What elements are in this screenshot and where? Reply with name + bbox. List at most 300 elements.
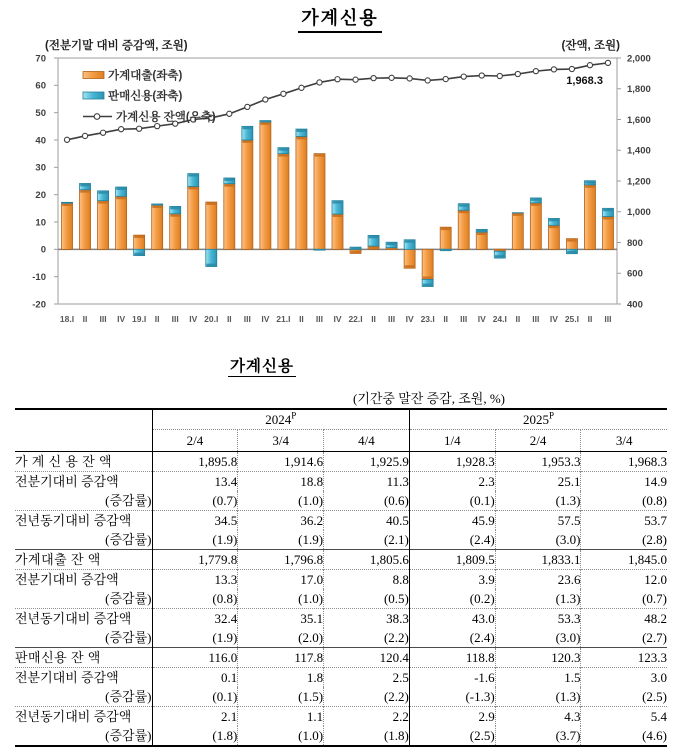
bar-household-loans	[170, 214, 181, 250]
bar-sales-credit-cap	[441, 249, 451, 250]
x-axis-label: II	[587, 314, 593, 324]
right-axis-label: 1,000	[627, 207, 651, 219]
balance-marker	[389, 75, 394, 80]
table-cell: 1,779.8	[152, 550, 238, 570]
table-cell: (2.5)	[581, 687, 667, 707]
balance-marker	[569, 66, 574, 71]
table-cell: 118.8	[409, 648, 495, 668]
table-cell: 53.7	[581, 511, 667, 531]
table-row	[15, 628, 667, 648]
bar-household-loans-cap	[243, 141, 253, 143]
table-cell: 35.1	[238, 609, 324, 629]
x-axis-label: IV	[477, 314, 486, 324]
bar-sales-credit-cap	[369, 236, 379, 238]
right-axis-label: 400	[627, 299, 643, 311]
table-cell: (0.7)	[581, 589, 667, 609]
x-axis-label: III	[243, 314, 251, 324]
row-label: 전분기대비 증감액	[15, 472, 152, 492]
bar-sales-credit-cap	[170, 207, 180, 209]
bar-sales-credit-cap	[549, 219, 559, 221]
bar-sales-credit-cap	[206, 264, 216, 266]
table-cell: 117.8	[238, 648, 324, 668]
bar-household-loans-cap	[567, 239, 577, 241]
table-cell: (0.8)	[152, 589, 238, 609]
table-cell: 123.3	[581, 648, 667, 668]
table-cell: (2.2)	[324, 687, 410, 707]
table-cell: 4.3	[495, 707, 581, 727]
table-cell: (2.5)	[409, 726, 495, 746]
bar-sales-credit-cap	[243, 127, 253, 129]
provisional-superscript: P	[548, 410, 554, 421]
table-cell: (3.0)	[495, 530, 581, 550]
bar-household-loans	[512, 213, 523, 249]
bar-household-loans-cap	[549, 226, 559, 228]
balance-marker	[100, 130, 105, 135]
row-label: 전분기대비 증감액	[15, 570, 152, 590]
table-cell: 1,805.6	[324, 550, 410, 570]
table-cell: (2.0)	[238, 628, 324, 648]
bar-household-loans	[584, 185, 595, 250]
table-cell: 32.4	[152, 609, 238, 629]
table-cell: (2.4)	[409, 628, 495, 648]
row-label: 가 계 신 용 잔 액	[15, 454, 113, 469]
quarter-header: 3/4	[581, 430, 667, 452]
balance-marker	[533, 69, 538, 74]
bar-household-loans	[188, 186, 199, 249]
table-cell: 45.9	[409, 511, 495, 531]
bar-household-loans-cap	[116, 197, 126, 199]
bar-sales-credit-cap	[297, 130, 307, 132]
bar-household-loans	[224, 184, 235, 250]
table-cell: (0.1)	[409, 491, 495, 511]
bar-household-loans-cap	[206, 203, 216, 205]
table-cell: 2.5	[324, 668, 410, 688]
bar-household-loans	[98, 201, 109, 250]
legend-item-loans	[83, 68, 182, 82]
bar-sales-credit-cap	[387, 243, 397, 245]
balance-marker	[587, 63, 592, 68]
table-cell: (4.6)	[581, 726, 667, 746]
table-cell: (1.0)	[238, 726, 324, 746]
bar-household-loans	[422, 249, 433, 279]
right-axis-label: 800	[627, 237, 643, 249]
x-axis-label: II	[154, 314, 160, 324]
table-cell: 14.9	[581, 472, 667, 492]
table-cell: 3.0	[581, 668, 667, 688]
table-cell: (1.8)	[324, 726, 410, 746]
table-title-text: 가계신용	[228, 354, 296, 377]
table-row	[15, 668, 667, 688]
balance-marker	[461, 74, 466, 79]
balance-marker	[299, 85, 304, 90]
bar-household-loans	[116, 196, 127, 249]
table-cell: 1,914.6	[238, 452, 324, 472]
left-axis-label: 10	[35, 217, 46, 229]
left-axis-label: 40	[35, 135, 46, 147]
table-body	[15, 452, 667, 747]
legend-item-sales-swatch	[83, 92, 104, 99]
bar-sales-credit-cap	[351, 248, 361, 250]
x-axis-label: II	[515, 314, 521, 324]
table-cell: 2.2	[324, 707, 410, 727]
quarter-header: 2/4	[152, 430, 238, 452]
bar-household-loans	[260, 122, 271, 249]
bar-sales-credit-cap	[459, 204, 469, 206]
quarter-header: 4/4	[324, 430, 410, 452]
x-axis-label: 18.I	[59, 314, 75, 324]
bar-sales-credit-cap	[80, 184, 90, 186]
table-cell: (3.0)	[495, 628, 581, 648]
year-group-header: $2024^P$	[152, 409, 409, 430]
balance-marker	[425, 78, 430, 83]
row-label: (증감률)	[105, 493, 152, 508]
right-axis-label: 2,000	[627, 53, 651, 65]
balance-marker	[353, 77, 358, 82]
table-cell: 13.4	[152, 472, 238, 492]
table-cell: 1,925.9	[324, 452, 410, 472]
table-cell: 34.5	[152, 511, 238, 531]
bar-sales-credit-cap	[405, 240, 415, 242]
last-value-label: 1,968.3	[566, 74, 603, 87]
balance-marker	[551, 67, 556, 72]
table-cell: (0.1)	[152, 687, 238, 707]
table-cell: 1.1	[238, 707, 324, 727]
table-cell: 1,968.3	[581, 452, 667, 472]
balance-marker	[155, 124, 160, 129]
table-cell: 2.9	[409, 707, 495, 727]
table-cell: 8.8	[324, 570, 410, 590]
bar-household-loans-cap	[80, 190, 90, 192]
household-credit-chart	[0, 0, 680, 345]
bar-household-loans	[332, 214, 343, 249]
bar-sales-credit-cap	[603, 209, 613, 211]
x-axis-label: IV	[117, 314, 126, 324]
balance-marker	[371, 76, 376, 81]
row-label: (증감률)	[105, 689, 152, 704]
x-axis-label: IV	[261, 314, 270, 324]
bar-household-loans-cap	[315, 154, 325, 156]
table-cell: (0.7)	[152, 491, 238, 511]
left-axis-label: -10	[32, 271, 46, 283]
table-cell: 48.2	[581, 609, 667, 629]
table-cell: (0.5)	[324, 589, 410, 609]
table-cell: (1.3)	[495, 687, 581, 707]
balance-marker	[479, 73, 484, 78]
table-row	[15, 726, 667, 746]
x-axis-label: III	[99, 314, 107, 324]
table-cell: (3.7)	[495, 726, 581, 746]
table-cell: (0.2)	[409, 589, 495, 609]
bar-household-loans	[278, 154, 289, 250]
table-cell: 43.0	[409, 609, 495, 629]
x-axis-label: 25.I	[564, 314, 580, 324]
legend-item-balance-label: 가계신용 잔액(우축)	[116, 111, 216, 124]
table-row	[15, 452, 667, 472]
x-axis-label: IV	[333, 314, 342, 324]
x-axis-label: III	[604, 314, 612, 324]
balance-marker	[443, 76, 448, 81]
bar-household-loans	[206, 202, 217, 249]
bar-household-loans	[458, 210, 469, 249]
balance-marker	[263, 97, 268, 102]
row-label: (증감률)	[105, 728, 152, 743]
bar-household-loans-cap	[441, 228, 451, 230]
bar-sales-credit-cap	[225, 178, 235, 180]
quarter-header: 3/4	[238, 430, 324, 452]
bar-household-loans-cap	[188, 187, 198, 189]
table-row	[15, 589, 667, 609]
table-cell: 17.0	[238, 570, 324, 590]
table-cell: (1.0)	[238, 491, 324, 511]
x-axis-label: III	[388, 314, 396, 324]
table-cell: (1.0)	[238, 589, 324, 609]
x-axis-label: 22.I	[348, 314, 363, 324]
table-cell: 36.2	[238, 511, 324, 531]
bar-sales-credit-cap	[333, 201, 343, 203]
table-cell: (2.4)	[409, 530, 495, 550]
bar-household-loans-cap	[495, 249, 505, 251]
table-cell: 1,928.3	[409, 452, 495, 472]
table-cell: 5.4	[581, 707, 667, 727]
bar-household-loans	[314, 154, 325, 250]
bar-household-loans	[440, 227, 451, 249]
table-row	[15, 707, 667, 727]
bar-household-loans-cap	[423, 277, 433, 279]
left-axis-label: 20	[35, 189, 46, 201]
provisional-superscript: P	[291, 410, 297, 421]
row-label: (증감률)	[105, 532, 152, 547]
row-label: (증감률)	[105, 630, 152, 645]
right-axis-label: 1,800	[627, 84, 651, 96]
table-cell: 1,895.8	[152, 452, 238, 472]
bar-sales-credit-cap	[315, 249, 325, 250]
table-unit-note: (기간중 말잔 증감, 조원, %)	[352, 391, 505, 406]
legend-item-sales	[83, 89, 182, 103]
legend-item-sales-label: 판매신용(좌축)	[108, 90, 183, 103]
table-cell: 3.9	[409, 570, 495, 590]
left-axis-label: 70	[35, 53, 46, 65]
bar-household-loans-cap	[369, 247, 379, 249]
bar-household-loans-cap	[477, 233, 487, 235]
table-cell: 40.5	[324, 511, 410, 531]
bar-household-loans-cap	[585, 185, 595, 187]
table-cell: 1.5	[495, 668, 581, 688]
left-axis-label: 60	[35, 80, 46, 92]
quarter-header: 1/4	[409, 430, 495, 452]
table-cell: 1,809.5	[409, 550, 495, 570]
x-axis-label: II	[443, 314, 449, 324]
table-cell: 1,796.8	[238, 550, 324, 570]
table-cell: (0.6)	[324, 491, 410, 511]
bar-sales-credit-cap	[62, 203, 72, 204]
table-cell: (-1.3)	[409, 687, 495, 707]
table-cell: (2.7)	[581, 628, 667, 648]
row-label: 전년동기대비 증감액	[15, 511, 152, 531]
bar-household-loans-cap	[513, 213, 523, 215]
bar-sales-credit-cap	[279, 148, 289, 150]
table-cell: 53.3	[495, 609, 581, 629]
year-group-header: $2025^P$	[409, 409, 667, 430]
bar-household-loans-cap	[405, 265, 415, 267]
balance-marker	[317, 80, 322, 85]
table-cell: -1.6	[409, 668, 495, 688]
bar-sales-credit-cap	[188, 174, 198, 176]
balance-marker	[137, 126, 142, 131]
legend-item-loans-label: 가계대출(좌축)	[108, 70, 183, 82]
right-axis-label: 1,200	[627, 176, 651, 188]
table-cell: (2.1)	[324, 530, 410, 550]
bar-sales-credit-cap	[495, 255, 505, 257]
x-axis-label: III	[460, 314, 468, 324]
table-cell: (0.8)	[581, 491, 667, 511]
bar-household-loans-cap	[603, 217, 613, 219]
balance-marker	[497, 73, 502, 78]
bar-household-loans-cap	[134, 236, 144, 238]
table-cell: 11.3	[324, 472, 410, 492]
x-axis-label: II	[299, 314, 304, 324]
bar-household-loans-cap	[225, 184, 235, 186]
right-axis-label: 1,600	[627, 114, 651, 126]
bar-household-loans-cap	[387, 248, 397, 250]
x-axis-label: IV	[405, 314, 414, 324]
table-cell: 23.6	[495, 570, 581, 590]
table-row	[15, 550, 667, 570]
bar-household-loans	[62, 203, 73, 249]
bar-household-loans-cap	[333, 215, 343, 217]
balance-marker	[119, 127, 124, 132]
left-axis-label: 50	[35, 107, 46, 119]
chart-legend	[83, 68, 216, 124]
x-axis-label: IV	[189, 314, 198, 324]
x-axis-label: III	[171, 314, 179, 324]
bar-household-loans	[242, 140, 253, 249]
left-axis-caption: (전분기말 대비 증감액, 조원)	[45, 40, 188, 52]
x-axis-label: 21.I	[276, 314, 291, 324]
table-cell: 12.0	[581, 570, 667, 590]
table-cell: 38.3	[324, 609, 410, 629]
balance-marker	[82, 133, 87, 138]
table-row	[15, 491, 667, 511]
row-label: 전년동기대비 증감액	[15, 609, 152, 629]
table-cell: (1.3)	[495, 491, 581, 511]
right-axis-caption: (잔액, 조원)	[561, 40, 620, 52]
row-label: 전년동기대비 증감액	[15, 707, 152, 727]
x-axis-label: II	[82, 314, 88, 324]
balance-marker	[605, 60, 610, 65]
bar-household-loans-cap	[459, 211, 469, 213]
legend-item-balance	[83, 110, 216, 124]
bar-household-loans-cap	[98, 201, 108, 203]
bar-household-loans	[152, 205, 163, 249]
balance-marker	[281, 91, 286, 96]
right-axis-label: 600	[627, 268, 643, 280]
row-label: 판매신용 잔 액	[15, 648, 152, 668]
bar-sales-credit-cap	[98, 191, 108, 193]
x-axis-label: III	[315, 314, 324, 324]
row-label: 전분기대비 증감액	[15, 668, 152, 688]
household-credit-table	[15, 408, 667, 747]
table-cell: 120.3	[495, 648, 581, 668]
bar-sales-credit-cap	[116, 188, 126, 190]
table-cell: 2.3	[409, 472, 495, 492]
quarter-header: 2/4	[495, 430, 581, 452]
x-axis-label: IV	[549, 314, 558, 324]
bar-household-loans	[530, 203, 541, 249]
bar-sales-credit-cap	[152, 204, 162, 205]
balance-marker	[515, 71, 520, 76]
table-cell: (2.2)	[324, 628, 410, 648]
balance-marker	[335, 77, 340, 82]
table-cell: 1,953.3	[495, 452, 581, 472]
table-cell: 120.4	[324, 648, 410, 668]
legend-item-loans-swatch	[83, 72, 104, 79]
table-cell: 18.8	[238, 472, 324, 492]
bar-sales-credit-cap	[585, 181, 595, 183]
table-cell: 1,845.0	[581, 550, 667, 570]
table-row	[15, 609, 667, 629]
x-axis-label: II	[226, 314, 232, 324]
x-axis-label: III	[532, 314, 540, 324]
bar-household-loans-cap	[351, 251, 361, 253]
table-cell: (1.9)	[238, 530, 324, 550]
table-cell: 1.8	[238, 668, 324, 688]
legend-item-balance-marker	[94, 114, 100, 120]
row-label: (증감률)	[105, 591, 152, 606]
balance-marker	[245, 104, 250, 109]
x-axis-label: 23.I	[420, 314, 435, 324]
table-cell: (1.3)	[495, 589, 581, 609]
table-header	[15, 409, 667, 452]
left-axis-label: 30	[35, 162, 46, 174]
x-axis-label: 20.I	[204, 314, 219, 324]
table-cell: (1.9)	[152, 628, 238, 648]
table-title	[0, 354, 524, 377]
balance-marker	[227, 111, 232, 116]
table-corner-cell	[15, 409, 152, 452]
table-cell: (1.9)	[152, 530, 238, 550]
bar-household-loans	[602, 217, 613, 250]
bar-household-loans	[548, 225, 559, 249]
bar-household-loans-cap	[152, 206, 162, 208]
balance-marker	[407, 76, 412, 81]
table-cell: 57.5	[495, 511, 581, 531]
bar-household-loans-cap	[531, 203, 541, 205]
table-cell: 25.1	[495, 472, 581, 492]
bar-household-loans-cap	[62, 204, 72, 206]
bar-sales-credit-cap	[423, 284, 433, 286]
bar-sales-credit-cap	[531, 198, 541, 200]
table-row	[15, 472, 667, 492]
balance-marker	[64, 137, 69, 142]
left-axis-label: 0	[40, 244, 46, 256]
table-year-header-row	[15, 409, 667, 430]
bar-household-loans	[296, 136, 307, 249]
bar-sales-credit-cap	[477, 230, 487, 232]
table-cell: (2.8)	[581, 530, 667, 550]
table-row	[15, 511, 667, 531]
bar-sales-credit-cap	[261, 121, 271, 122]
table-cell: 2.1	[152, 707, 238, 727]
x-axis-label: 19.I	[132, 314, 147, 324]
table-cell: 0.1	[152, 668, 238, 688]
left-axis-label: -20	[32, 299, 46, 311]
bar-household-loans-cap	[297, 137, 307, 139]
row-label: 가계대출 잔 액	[15, 550, 152, 570]
right-axis-label: 1,400	[627, 145, 651, 157]
table-row	[15, 530, 667, 550]
table-cell: (1.8)	[152, 726, 238, 746]
table-row	[15, 687, 667, 707]
